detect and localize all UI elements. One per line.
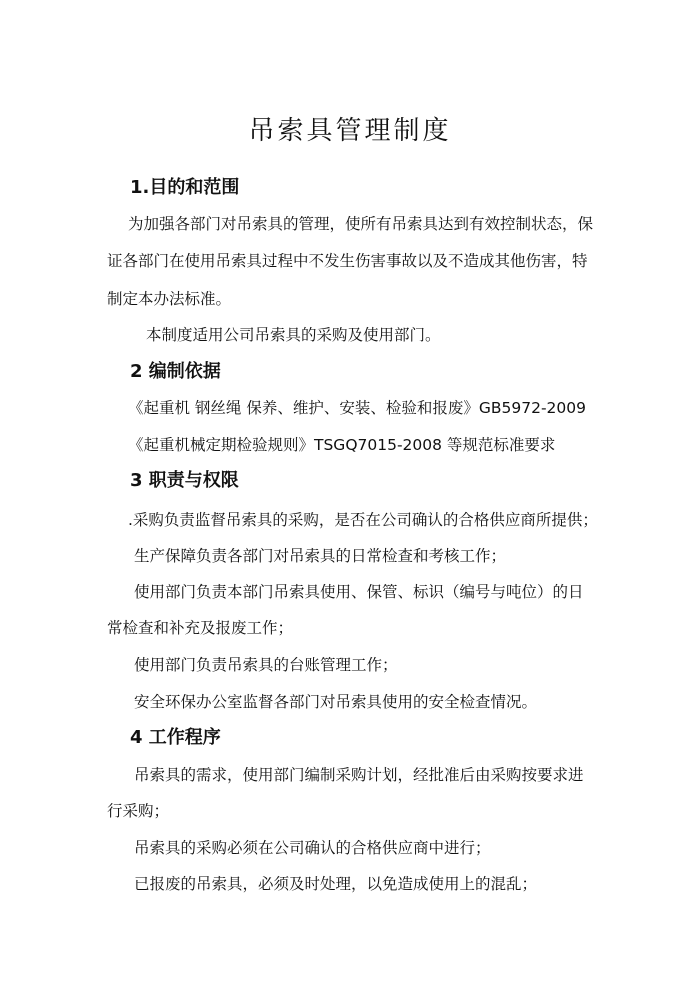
section-1-paragraph: 本制度适用公司吊索具的采购及使用部门。 xyxy=(146,326,441,344)
section-3-paragraph: 使用部门负责吊索具的台账管理工作； xyxy=(134,656,398,674)
section-2-paragraph: 《起重机械定期检验规则》TSGQ7015-2008 等规范标准要求 xyxy=(128,436,556,454)
section-4-paragraph: 行采购； xyxy=(107,802,170,820)
section-heading-1: 1.目的和范围 xyxy=(130,177,240,198)
section-1-paragraph: 制定本办法标准。 xyxy=(107,290,232,308)
section-2-paragraph: 《起重机 钢丝绳 保养、维护、安装、检验和报废》GB5972-2009 xyxy=(128,399,586,417)
section-heading-3: 3 职责与权限 xyxy=(130,470,239,491)
section-heading-4: 4 工作程序 xyxy=(130,727,221,748)
section-3-paragraph: .采购负责监督吊索具的采购，是否在公司确认的合格供应商所提供； xyxy=(128,511,598,529)
section-3-paragraph: 常检查和补充及报废工作； xyxy=(107,619,294,637)
section-4-paragraph: 吊索具的采购必须在公司确认的合格供应商中进行； xyxy=(134,839,491,857)
section-4-paragraph: 已报废的吊索具，必须及时处理，以免造成使用上的混乱； xyxy=(134,875,538,893)
section-4-paragraph: 吊索具的需求，使用部门编制采购计划，经批准后由采购按要求进 xyxy=(134,766,584,784)
section-1-paragraph: 证各部门在使用吊索具过程中不发生伤害事故以及不造成其他伤害，特 xyxy=(107,252,588,270)
section-1-paragraph: 为加强各部门对吊索具的管理，使所有吊索具达到有效控制状态，保 xyxy=(128,215,594,233)
document-title: 吊索具管理制度 xyxy=(248,116,452,146)
section-3-paragraph: 生产保障负责各部门对吊索具的日常检查和考核工作； xyxy=(134,547,507,565)
section-3-paragraph: 安全环保办公室监督各部门对吊索具使用的安全检查情况。 xyxy=(134,693,538,711)
section-heading-2: 2 编制依据 xyxy=(130,361,221,382)
section-3-paragraph: 使用部门负责本部门吊索具使用、保管、标识（编号与吨位）的日 xyxy=(134,583,584,601)
